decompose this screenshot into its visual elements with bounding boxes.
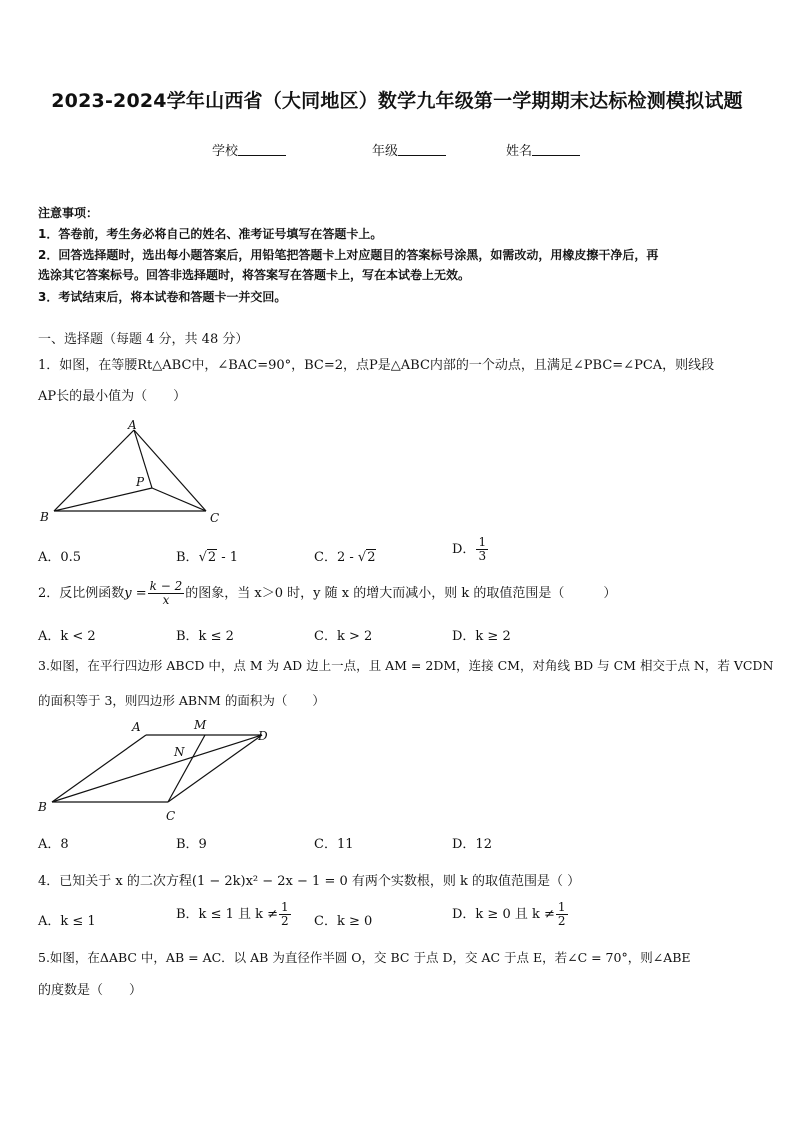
q2-text-prefix: 2．反比例函数 — [38, 586, 125, 601]
q3-label-a: A — [132, 720, 141, 734]
q4-option-d-numerator: 1 — [557, 900, 566, 914]
notice-item-2a: 2．回答选择题时，选出每小题答案后，用铅笔把答题卡上对应题目的答案标号涂黑，如需改动，用橡皮擦干净后，再 — [38, 248, 659, 262]
q4-option-b-prefix: B．k ≤ 1 且 k ≠ — [176, 907, 279, 922]
q4-option-a[interactable]: A．k ≤ 1 — [38, 914, 96, 929]
q1-option-c-root: 2 — [367, 550, 376, 565]
q3-option-a[interactable]: A．8 — [38, 837, 69, 852]
q3-edge-ab — [52, 735, 146, 802]
q3-label-b: B — [38, 800, 47, 814]
school-label: 学校 — [212, 144, 239, 159]
q1-option-c[interactable] — [314, 546, 376, 565]
q3-option-b[interactable]: B．9 — [176, 837, 207, 852]
q1-option-b-root: 2 — [207, 550, 217, 565]
q4-text: 4．已知关于 x 的二次方程(1 − 2k)x² − 2x − 1 = 0 有两个实数根，则 k 的取值范围是（ ） — [38, 874, 581, 889]
q3-label-c: C — [166, 809, 176, 823]
sqrt-icon: √ — [198, 550, 207, 565]
q4-option-b-numerator: 1 — [281, 900, 289, 914]
name-label: 姓名 — [506, 144, 533, 159]
q1-figure — [36, 416, 236, 528]
q1-text-1: 1．如图，在等腰Rt△ABC中，∠BAC=90°，BC=2，点P是△ABC内部的一个动点，且满足∠PBC=∠PCA，则线段 — [38, 358, 715, 373]
q1-option-a[interactable]: A．0.5 — [38, 550, 82, 565]
q2-numerator: k − 2 — [149, 579, 183, 593]
q4-option-b[interactable] — [176, 901, 292, 928]
q3-option-c[interactable]: C．11 — [314, 837, 354, 852]
school-blank[interactable] — [238, 143, 286, 156]
name-field[interactable] — [506, 140, 580, 159]
q5-text-2: 的度数是（ ） — [38, 983, 143, 998]
q2-y-equals: y = — [124, 586, 147, 601]
q2-denominator: x — [162, 593, 170, 607]
q1-option-b[interactable] — [176, 546, 238, 565]
q1-option-b-suffix: - 1 — [217, 550, 239, 565]
q2-option-a[interactable]: A．k < 2 — [38, 629, 96, 644]
q2-text-suffix: 的图象，当 x＞0 时，y 随 x 的增大而减小，则 k 的取值范围是（ ） — [185, 586, 617, 601]
q2-fraction — [148, 580, 185, 607]
grade-blank[interactable] — [398, 143, 446, 156]
q1-option-b-prefix: B． — [176, 550, 199, 565]
q1-option-d-denominator: 3 — [478, 549, 487, 563]
q2-text — [38, 580, 616, 607]
notice-item-2b: 选涂其它答案标号。回答非选择题时，将答案写在答题卡上，写在本试卷上无效。 — [38, 268, 471, 282]
q2-option-d[interactable]: D．k ≥ 2 — [452, 629, 511, 644]
q3-figure — [34, 714, 284, 824]
q4-option-c[interactable]: C．k ≥ 0 — [314, 914, 373, 929]
q3-text-1: 3.如图，在平行四边形 ABCD 中，点 M 为 AD 边上一点，且 AM = 2DM，连接 CM，对角线 BD 与 CM 相交于点 N，若 VCDN — [38, 658, 774, 673]
q4-option-d-fraction — [556, 901, 568, 928]
q1-label-p: P — [136, 475, 145, 489]
grade-label: 年级 — [372, 144, 399, 159]
grade-field[interactable] — [372, 140, 446, 159]
q2-option-b[interactable]: B．k ≤ 2 — [176, 629, 234, 644]
q4-option-d-denominator: 2 — [557, 914, 566, 928]
q1-edge-pc — [152, 488, 206, 511]
q1-edge-ac — [134, 430, 206, 511]
q1-text-2: AP长的最小值为（ ） — [38, 389, 187, 404]
q5-text-1: 5.如图，在ΔABC 中，AB = AC．以 AB 为直径作半圆 O，交 BC 于点 D，交 AC 于点 E，若∠C = 70°，则∠ABE — [38, 950, 691, 965]
q1-option-d[interactable] — [452, 536, 489, 563]
q4-option-b-denominator: 2 — [281, 914, 289, 928]
q2-option-c[interactable]: C．k > 2 — [314, 629, 373, 644]
page-title: 2023-2024学年山西省（大同地区）数学九年级第一学期期末达标检测模拟试题 — [51, 90, 743, 112]
q3-option-d[interactable]: D．12 — [452, 837, 492, 852]
q1-option-c-prefix: C．2 - — [314, 550, 358, 565]
q4-option-d[interactable] — [452, 901, 569, 928]
q3-label-n: N — [174, 745, 185, 759]
q1-label-b: B — [40, 510, 49, 524]
school-field[interactable] — [212, 140, 286, 159]
q1-option-d-numerator: 1 — [478, 535, 487, 549]
q1-edge-ba — [54, 430, 134, 511]
q1-label-a: A — [128, 418, 137, 432]
name-blank[interactable] — [532, 143, 580, 156]
q1-label-c: C — [210, 511, 220, 525]
notice-item-3: 3．考试结束后，将本试卷和答题卡一并交回。 — [38, 290, 287, 304]
q3-label-m: M — [194, 718, 207, 732]
sqrt-icon: √ — [357, 550, 367, 565]
q3-text-2: 的面积等于 3，则四边形 ABNM 的面积为（ ） — [38, 693, 325, 708]
q1-option-d-prefix: D． — [452, 542, 476, 557]
notice-item-1: 1．答卷前，考生务必将自己的姓名、准考证号填写在答题卡上。 — [38, 227, 383, 241]
q3-label-d: D — [258, 729, 268, 743]
q3-diagonal-bd — [52, 735, 262, 802]
q1-edge-bp — [54, 488, 152, 511]
q1-option-d-fraction — [476, 536, 488, 563]
q4-option-b-fraction — [279, 901, 291, 928]
notice-heading: 注意事项： — [38, 206, 99, 220]
q4-option-d-prefix: D．k ≥ 0 且 k ≠ — [452, 907, 555, 922]
section-heading: 一、选择题（每题 4 分，共 48 分） — [38, 332, 249, 347]
